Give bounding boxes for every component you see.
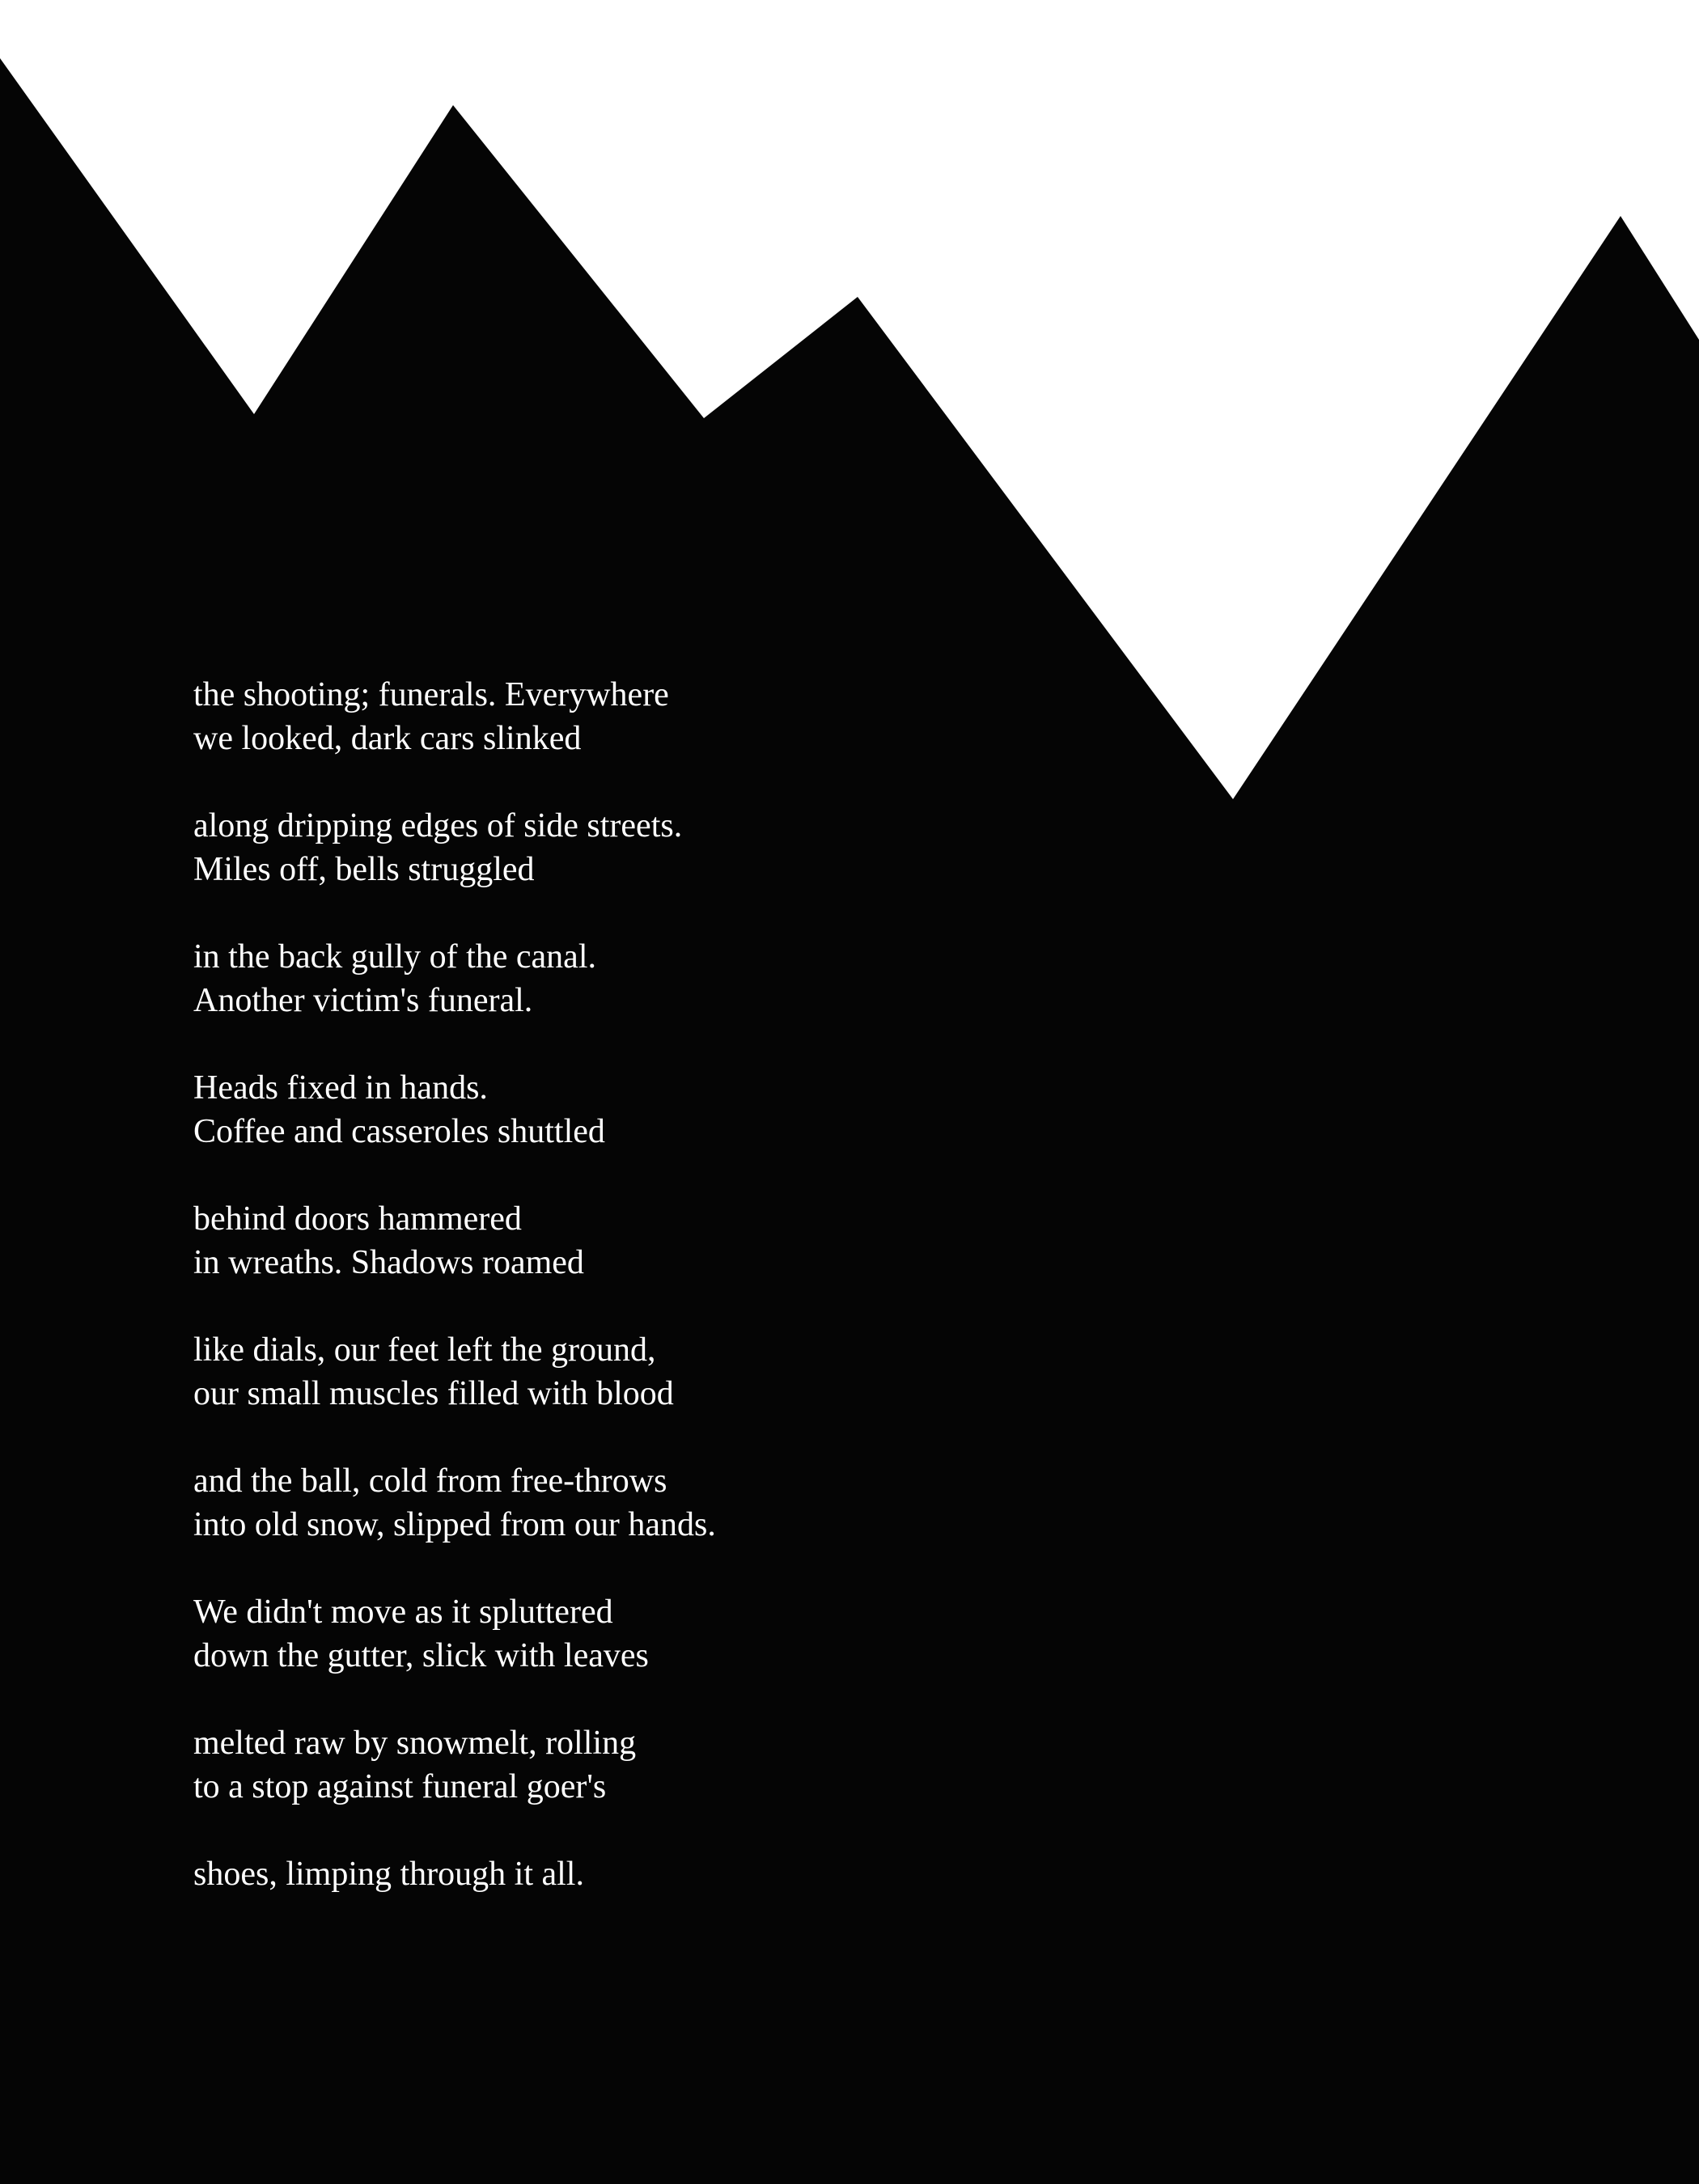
poem-line: like dials, our feet left the ground, [193, 1331, 656, 1369]
poem-line: and the ball, cold from free-throws [193, 1462, 667, 1500]
stanza [193, 1328, 1326, 1416]
stanza [193, 673, 1326, 760]
stanza [193, 1852, 1326, 1896]
stanza [193, 804, 1326, 891]
poem-line: Another victim's funeral. [193, 982, 533, 1019]
stanza [193, 1197, 1326, 1285]
poem-line: shoes, limping through it all. [193, 1856, 584, 1893]
poem-line: into old snow, slipped from our hands. [193, 1506, 716, 1543]
poem-line: melted raw by snowmelt, rolling [193, 1725, 637, 1762]
poem-line: in the back gully of the canal. [193, 938, 596, 976]
stanza [193, 1066, 1326, 1153]
stanza [193, 1590, 1326, 1678]
poem-line: behind doors hammered [193, 1200, 522, 1238]
poem-line: down the gutter, slick with leaves [193, 1637, 649, 1674]
poem-line: Heads fixed in hands. [193, 1069, 488, 1107]
stanza [193, 1459, 1326, 1547]
poem-line: the shooting; funerals. Everywhere [193, 676, 669, 713]
stanza [193, 935, 1326, 1022]
poem-line: Miles off, bells struggled [193, 851, 535, 888]
poem-line: along dripping edges of side streets. [193, 807, 683, 844]
stanza [193, 1721, 1326, 1809]
poem-text [193, 673, 1326, 1940]
poem-line: we looked, dark cars slinked [193, 720, 582, 757]
poem-line: in wreaths. Shadows roamed [193, 1244, 584, 1281]
poem-line: our small muscles filled with blood [193, 1375, 674, 1412]
poem-line: We didn't move as it spluttered [193, 1594, 613, 1631]
poem-line: Coffee and casseroles shuttled [193, 1113, 605, 1150]
poem-line: to a stop against funeral goer's [193, 1768, 607, 1805]
